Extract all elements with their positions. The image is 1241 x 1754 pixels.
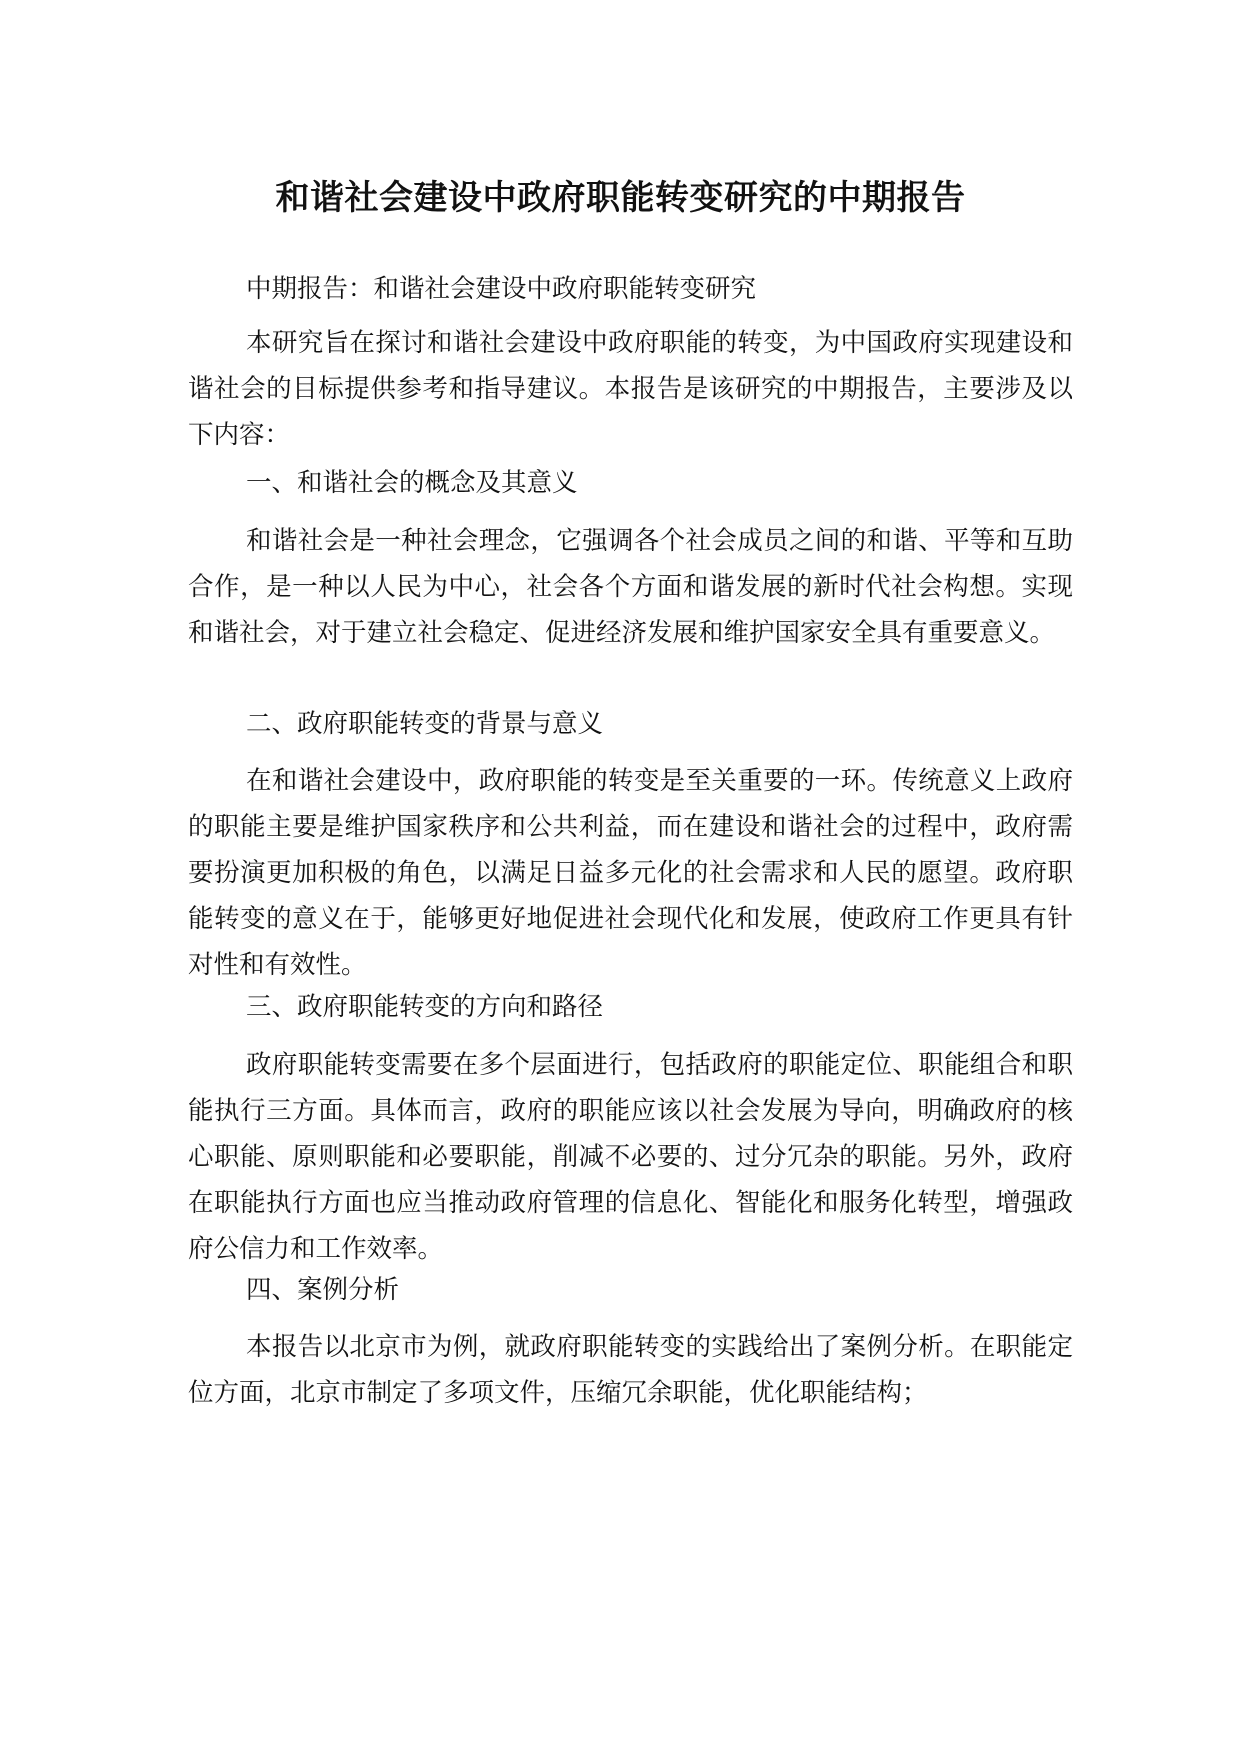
report-subtitle: 中期报告：和谐社会建设中政府职能转变研究: [246, 274, 757, 304]
section-heading-4: 四、案例分析: [246, 1275, 400, 1305]
section-body-4: 本报告以北京市为例，就政府职能转变的实践给出了案例分析。在职能定位方面，北京市制定了多项文件，压缩冗余职能，优化职能结构；: [188, 1332, 1073, 1408]
section-heading-2: 二、政府职能转变的背景与意义: [246, 709, 604, 739]
section-body-3: 政府职能转变需要在多个层面进行，包括政府的职能定位、职能组合和职能执行三方面。具体而言，政府的职能应该以社会发展为导向，明确政府的核心职能、原则职能和必要职能，削减不必要的、过分冗杂的职能。另外，政府在职能执行方面也应当推动政府管理的信息化、智能化和服务化转型，增强政府公信力和工作效率。: [188, 1050, 1073, 1264]
document-title: 和谐社会建设中政府职能转变研究的中期报告: [275, 178, 966, 218]
intro-paragraph: 本研究旨在探讨和谐社会建设中政府职能的转变，为中国政府实现建设和谐社会的目标提供参考和指导建议。本报告是该研究的中期报告，主要涉及以下内容：: [188, 328, 1073, 450]
section-heading-3: 三、政府职能转变的方向和路径: [246, 992, 604, 1022]
section-heading-1: 一、和谐社会的概念及其意义: [246, 468, 578, 498]
section-body-2: 在和谐社会建设中，政府职能的转变是至关重要的一环。传统意义上政府的职能主要是维护国家秩序和公共利益，而在建设和谐社会的过程中，政府需要扮演更加积极的角色，以满足日益多元化的社会需求和人民的愿望。政府职能转变的意义在于，能够更好地促进社会现代化和发展，使政府工作更具有针对性和有效性。: [188, 766, 1073, 980]
section-body-1: 和谐社会是一种社会理念，它强调各个社会成员之间的和谐、平等和互助合作，是一种以人民为中心，社会各个方面和谐发展的新时代社会构想。实现和谐社会，对于建立社会稳定、促进经济发展和维护国家安全具有重要意义。: [188, 526, 1073, 648]
